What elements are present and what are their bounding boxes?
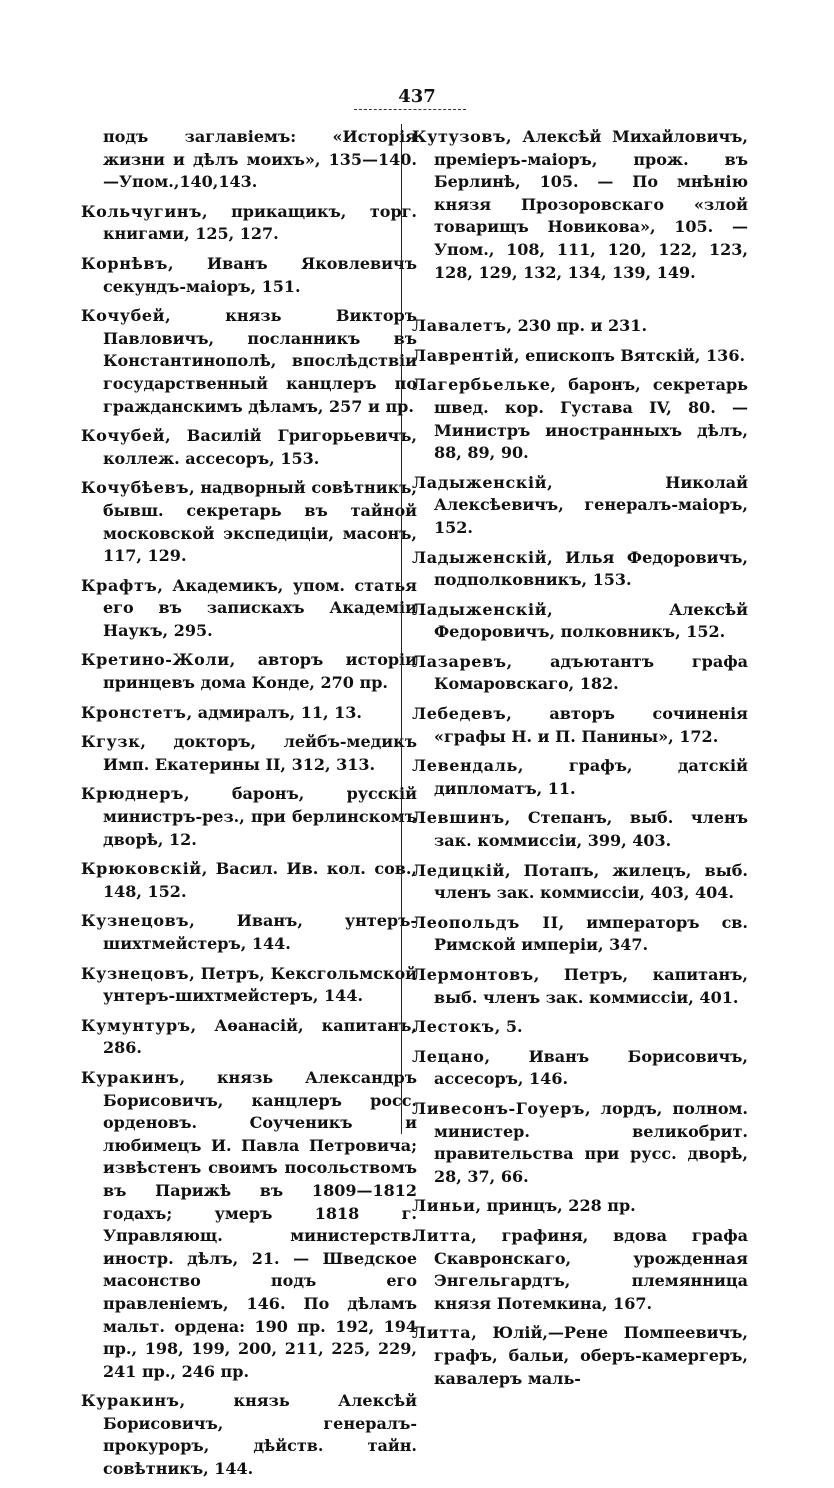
header-rule bbox=[354, 109, 466, 110]
entry-text: , Петръ, Кексгольмской унтеръ-шихтмейстеръ, 144. bbox=[103, 963, 417, 1006]
index-entry bbox=[81, 783, 417, 851]
index-entry bbox=[412, 964, 748, 1009]
index-entry bbox=[81, 649, 417, 694]
entry-text: , Юлій,—Рене Помпеевичъ, графъ, бальи, оберъ-камергеръ, кавалеръ маль- bbox=[434, 1323, 748, 1388]
entry-headword: Ледицкій bbox=[412, 860, 505, 880]
index-entry bbox=[412, 1098, 748, 1188]
index-entry bbox=[81, 575, 417, 643]
entry-headword: Крафтъ bbox=[81, 575, 158, 595]
entry-headword: Леопольдъ II bbox=[412, 912, 559, 932]
entry-headword: Ладыженскій bbox=[412, 599, 548, 619]
entry-headword: Лагербьельке bbox=[412, 375, 551, 395]
entry-text: , епископъ Вятскій, 136. bbox=[513, 345, 746, 365]
entry-text: , князь Викторъ Павловичъ, посланникъ въ Константинополѣ, впослѣдствіи государственный канцлеръ по гражданскимъ дѣламъ, 257 и пр. bbox=[103, 306, 417, 416]
entry-headword: Кретино-Жоли bbox=[81, 650, 230, 670]
entry-headword: Литта bbox=[412, 1323, 472, 1343]
entry-text: , надворный совѣтникъ, бывш. секретарь въ тайной московской экспедиціи, масонъ, 117, 129. bbox=[103, 478, 417, 566]
entry-headword: Лаврентій bbox=[412, 345, 514, 365]
entry-text: , авторъ исторіи принцевъ дома Конде, 270 пр. bbox=[103, 650, 417, 693]
entry-text: , Василій Григорьевичъ, коллеж. ассесоръ, 153. bbox=[103, 426, 417, 468]
entry-headword: Кольчугинъ bbox=[81, 201, 202, 221]
index-entry bbox=[412, 1225, 748, 1315]
entry-headword: Литта bbox=[412, 1225, 472, 1245]
index-entry bbox=[81, 1015, 417, 1060]
entry-headword: Ливесонъ-Гоуеръ bbox=[412, 1098, 585, 1118]
index-entry bbox=[81, 1390, 417, 1480]
entry-headword: Крюковскій bbox=[81, 859, 202, 879]
entry-text: , Потапъ, жилецъ, выб. членъ зак. коммиссіи, 403, 404. bbox=[434, 860, 748, 903]
index-entry bbox=[81, 858, 417, 903]
entry-headword: Лецано bbox=[412, 1046, 485, 1066]
entry-text: , баронъ, русскій министръ-рез., при берлинскомъ дворѣ, 12. bbox=[103, 784, 417, 849]
index-entry bbox=[412, 807, 748, 852]
entry-text: , Аѳанасій, капитанъ, 286. bbox=[103, 1015, 417, 1058]
index-entry bbox=[412, 912, 748, 957]
index-entry bbox=[412, 755, 748, 800]
entry-headword: Лазаревъ bbox=[412, 651, 507, 671]
index-entry: подъ заглавіемъ: «Исторія жизни и дѣлъ моихъ», 135—140.—Упом.,140,143. bbox=[103, 127, 417, 192]
index-entry bbox=[412, 345, 748, 368]
entry-text: , Иванъ Борисовичъ, ассесоръ, 146. bbox=[434, 1046, 748, 1089]
index-entry bbox=[412, 1322, 748, 1390]
entry-headword: Ладыженскій bbox=[412, 472, 548, 492]
entry-headword: Левендаль bbox=[412, 756, 518, 776]
index-entry bbox=[81, 702, 417, 725]
index-entry bbox=[412, 126, 748, 284]
index-entry bbox=[412, 374, 748, 464]
entry-headword: Ладыженскій bbox=[412, 547, 548, 567]
entry-text: , докторъ, лейбъ-медикъ Имп. Екатерины II, 312, 313. bbox=[103, 732, 417, 774]
entry-headword: Крюднеръ bbox=[81, 784, 184, 804]
index-entry bbox=[81, 1067, 417, 1383]
index-entry bbox=[81, 910, 417, 955]
index-entry bbox=[81, 425, 417, 470]
index-entry bbox=[412, 860, 748, 905]
index-entry bbox=[81, 731, 417, 776]
letter-section-gap bbox=[412, 291, 748, 315]
entry-headword: Линьи bbox=[412, 1196, 476, 1216]
entry-text: , Николай Алексѣевичъ, генералъ-маіоръ, 152. bbox=[434, 472, 748, 537]
entry-headword: Кочубей bbox=[81, 306, 166, 326]
index-entry bbox=[412, 651, 748, 696]
entry-headword: Кумунтуръ bbox=[81, 1015, 191, 1035]
entry-text: , лордъ, полном. министер. великобрит. правительства при русс. дворѣ, 28, 37, 66. bbox=[434, 1098, 748, 1186]
index-entry bbox=[412, 547, 748, 592]
index-entry bbox=[412, 472, 748, 540]
entry-headword: Кузнецовъ bbox=[81, 911, 190, 931]
page-number: 437 bbox=[398, 86, 436, 107]
index-entry bbox=[81, 201, 417, 246]
entry-headword: Кочубей bbox=[81, 426, 166, 446]
entry-headword: Лестокъ bbox=[412, 1017, 495, 1037]
entry-text: , прикащикъ, торг. книгами, 125, 127. bbox=[103, 201, 417, 244]
entry-text: , баронъ, секретарь швед. кор. Густава IV, 80. — Министръ иностранныхъ дѣлъ, 88, 89, 90. bbox=[434, 375, 748, 463]
entry-text: , адмиралъ, 11, 13. bbox=[186, 702, 362, 722]
entry-text: , принцъ, 228 пр. bbox=[475, 1196, 636, 1216]
index-entry bbox=[412, 599, 748, 644]
entry-headword: Лавалетъ bbox=[412, 316, 507, 336]
entry-headword: Кутузовъ bbox=[412, 127, 507, 146]
index-entry bbox=[412, 1195, 748, 1218]
index-entry bbox=[81, 963, 417, 1008]
entry-text: , адъютантъ графа Комаровскаго, 182. bbox=[434, 651, 748, 694]
index-entry bbox=[412, 1046, 748, 1091]
entry-text: , Академикъ, упом. статья его въ запискахъ Академіи Наукъ, 295. bbox=[103, 575, 417, 640]
entry-headword: Куракинъ bbox=[81, 1391, 180, 1411]
entry-text: , императоръ св. Римской имперіи, 347. bbox=[434, 912, 748, 955]
index-entry bbox=[81, 253, 417, 298]
entry-headword: Кгузк bbox=[81, 732, 141, 752]
entry-headword: Кочубѣевъ bbox=[81, 478, 190, 498]
index-entry bbox=[412, 315, 748, 338]
column-divider bbox=[401, 124, 402, 1134]
entry-headword: Кузнецовъ bbox=[81, 963, 190, 983]
entry-text: , Алексѣй Михайловичъ, преміеръ-маіоръ, прож. въ Берлинѣ, 105. — По мнѣнію князя Прозоровскаго «злой товарищъ Новикова», 105. — Упом., 108, 111, 120, 122, 123, 128, 129, 132, 134, 139, 149. bbox=[434, 127, 748, 282]
entry-headword: Лебедевъ bbox=[412, 704, 507, 724]
entry-headword: Корнѣвъ bbox=[81, 253, 168, 273]
entry-text: , Алексѣй Федоровичъ, полковникъ, 152. bbox=[434, 599, 748, 642]
index-entry bbox=[81, 477, 417, 567]
entry-text: , князь Александръ Борисовичъ, канцлеръ росс. орденовъ. Соученикъ и любимецъ И. Павла Петровича; извѣстенъ своимъ посольствомъ въ Парижѣ въ 1809—1812 годахъ; умеръ 1818 г. Управляющ. министерств. иностр. дѣлъ, 21. — Шведское масонство подъ его правленіемъ, 146. По дѣламъ мальт. ордена: 190 пр. 192, 194 пр., 198, 199, 200, 211, 225, 229, 241 пр., 246 пр. bbox=[103, 1067, 417, 1381]
entry-headword: Куракинъ bbox=[81, 1067, 180, 1087]
entry-headword: Левшинъ bbox=[412, 808, 505, 828]
entry-text: , Васил. Ив. кол. сов., 148, 152. bbox=[103, 859, 417, 901]
index-column-left bbox=[81, 126, 417, 1488]
index-entry bbox=[81, 305, 417, 418]
entry-text: , Петръ, капитанъ, выб. членъ зак. коммиссіи, 401. bbox=[434, 965, 748, 1007]
entry-text: , графъ, датскій дипломатъ, 11. bbox=[434, 756, 748, 798]
entry-text: , Илья Федоровичъ, подполковникъ, 153. bbox=[434, 547, 748, 590]
entry-text: , авторъ сочиненія «графы Н. и П. Панины», 172. bbox=[434, 704, 748, 746]
entry-text: , 230 пр. и 231. bbox=[506, 316, 648, 336]
index-entry bbox=[412, 1016, 748, 1039]
entry-text: , князь Алексѣй Борисовичъ, генералъ-прокуроръ, дѣйств. тайн. совѣтникъ, 144. bbox=[103, 1391, 417, 1479]
entry-text: , графиня, вдова графа Скавронскаго, урожденная Энгельгардтъ, племянница князя Потемкина, 167. bbox=[434, 1225, 748, 1313]
entry-text: , Иванъ Яковлевичъ секундъ-маіоръ, 151. bbox=[103, 253, 417, 296]
index-entry bbox=[412, 703, 748, 748]
entry-text: , Степанъ, выб. членъ зак. коммиссіи, 399, 403. bbox=[434, 808, 748, 851]
entry-headword: Лермонтовъ bbox=[412, 965, 534, 984]
index-column-right bbox=[412, 126, 748, 1397]
entry-text: , Иванъ, унтеръ-шихтмейстеръ, 144. bbox=[103, 911, 417, 953]
entry-headword: Кронстетъ bbox=[81, 702, 187, 722]
entry-text: , 5. bbox=[494, 1017, 523, 1037]
